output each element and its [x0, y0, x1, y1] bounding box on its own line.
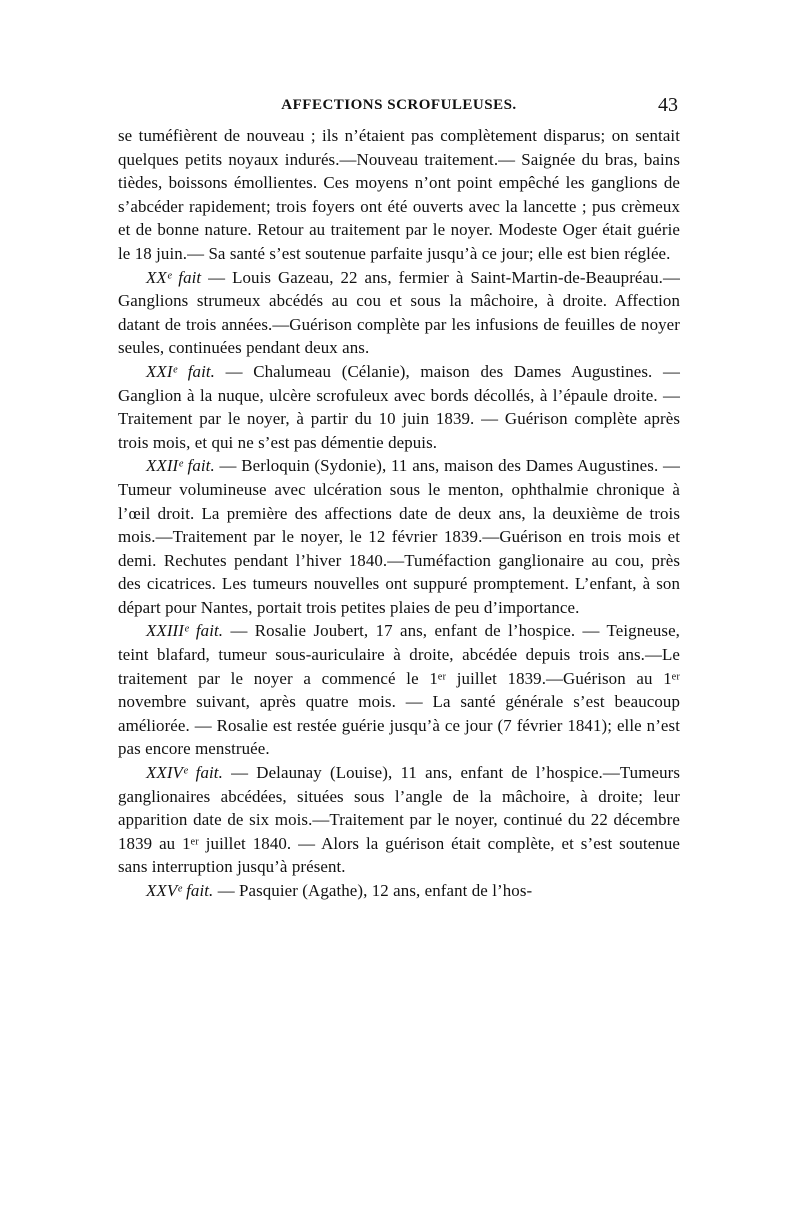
book-page	[118, 94, 680, 903]
case-label: XXVᵉ fait.	[146, 881, 214, 900]
paragraph-text: — Berloquin (Sydonie), 11 ans, maison des Dames Augustines. — Tumeur volumineuse avec ulcération sous le menton, ophthalmie chronique à l’œil droit. La première des affections date de deux ans, la deuxième de trois mois.—Traitement par le noyer, le 12 février 1839.—Guérison en trois mois et demi. Rechutes pendant l’hiver 1840.—Tuméfaction ganglionaire au cou, près des cicatrices. Les tumeurs nouvelles ont suppuré promptement. L’enfant, à son départ pour Nantes, portait trois petites plaies de peu d’importance.	[118, 456, 680, 617]
paragraph-text: — Pasquier (Agathe), 12 ans, enfant de l’hos-	[217, 881, 533, 900]
paragraph-text: — Rosalie Joubert, 17 ans, enfant de l’hospice. — Teigneuse, teint blafard, tumeur sous-auriculaire à droite, abcédée depuis trois ans.—Le traitement par le noyer a commencé le 1ᵉʳ juillet 1839.—Guérison au 1ᵉʳ novembre suivant, après quatre mois. — La santé générale s’est beaucoup améliorée. — Rosalie est restée guérie jusqu’à ce jour (7 février 1841); elle n’est pas encore menstruée.	[118, 621, 681, 759]
paragraph-case-xxiv	[118, 761, 680, 879]
paragraph-text: — Chalumeau (Célanie), maison des Dames Augustines. — Ganglion à la nuque, ulcère scrofuleux avec bords décollés, à l’épaule droite. —Traitement par le noyer, à partir du 10 juin 1839. — Guérison complète après trois mois, et qui ne s’est pas démentie depuis.	[118, 361, 680, 452]
case-label: XXIIᵉ fait.	[146, 456, 215, 476]
case-label: XXIᵉ fait.	[146, 361, 215, 381]
paragraph-text: — Louis Gazeau, 22 ans, fermier à Saint-Martin-de-Beaupréau.—Ganglions strumeux abcédés au cou et sous la mâchoire, à droite. Affection datant de trois années.—Guérison complète par les infusions de feuilles de noyer seules, continuées pendant deux ans.	[118, 267, 680, 358]
paragraph-text: se tuméfièrent de nouveau ; ils n’étaient pas complètement disparus; on sentait quelques petits noyaux indurés.—Nouveau traitement.— Saignée du bras, bains tièdes, boissons émollientes. Ces moyens n’ont point empêché les ganglions de s’abcéder rapidement; trois foyers ont été ouverts avec la lancette ; pus crèmeux et de bonne nature. Retour au traitement par le noyer. Modeste Oger était guérie le 18 juin.— Sa santé s’est soutenue parfaite jusqu’à ce jour; elle est bien réglée.	[118, 126, 680, 263]
paragraph-case-xxi	[118, 360, 680, 454]
body-text	[118, 124, 680, 903]
paragraph-case-xxiii	[118, 619, 680, 761]
paragraph-case-xxv	[118, 879, 680, 903]
paragraph-case-xx	[118, 266, 680, 360]
page-header	[118, 94, 680, 124]
running-head: AFFECTIONS SCROFULEUSES.	[281, 97, 517, 113]
paragraph-continued	[118, 124, 680, 266]
page-number: 43	[658, 94, 678, 116]
case-label: XXIIIᵉ fait.	[146, 621, 224, 641]
case-label: XXIVᵉ fait.	[146, 763, 223, 783]
paragraph-case-xxii	[118, 454, 680, 619]
paragraph-text: — Delaunay (Louise), 11 ans, enfant de l’hospice.—Tumeurs ganglionaires abcédées, situées sous l’angle de la mâchoire, à droite; leur apparition date de six mois.—Traitement par le noyer, continué du 22 décembre 1839 au 1ᵉʳ juillet 1840. — Alors la guérison était complète, et s’est soutenue sans interruption jusqu’à présent.	[118, 763, 681, 877]
case-label: XXᵉ fait	[146, 267, 202, 287]
